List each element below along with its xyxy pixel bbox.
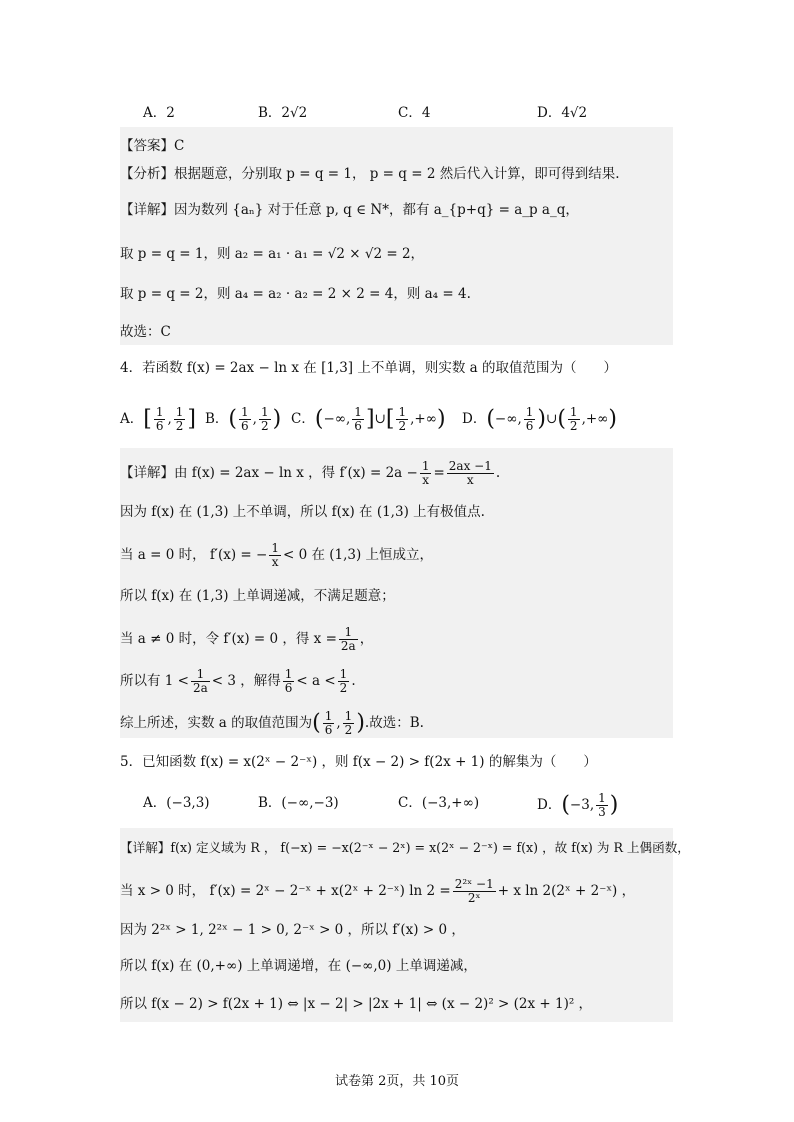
q5-option-b: B．(−∞,−3) xyxy=(258,795,339,811)
q4-detail-6: 所以有 1 < $\frac{1}{2a}$ < 3 ，解得 $\frac{1}{6}$ < a < $\frac{1}{2}$ . xyxy=(120,667,356,695)
q5-option-c: C．(−3,+∞) xyxy=(398,795,480,811)
q5-detail-2: 当 x > 0 时， f′(x) = 2ˣ − 2⁻ˣ + x(2ˣ + 2⁻ˣ) ln 2 = $\frac{\text{2²ˣ −1}}{\text{2ˣ}}$ + x ln 2(2ˣ + 2⁻ˣ) ， xyxy=(120,877,636,905)
q4-option-b-label: B． xyxy=(205,411,229,427)
q5-detail-2-b: + x ln 2(2ˣ + 2⁻ˣ) ， xyxy=(497,883,636,899)
q4-question: 4．若函数 f(x) = 2ax − ln x 在 [1,3] 上不单调，则实数 a 的取值范围为（ ） xyxy=(120,360,617,376)
q4-detail-7-b: .故选：B. xyxy=(364,715,424,731)
q4-detail-5: 当 a ≠ 0 时，令 f′(x) = 0 ，得 x = $\frac{1}{2a}$ ， xyxy=(120,625,374,653)
q4-detail-6-b: < 3 ，解得 xyxy=(211,673,281,689)
q5-detail-3: 因为 2²ˣ > 1, 2²ˣ − 1 > 0, 2⁻ˣ > 0 ，所以 f′(x) > 0 ， xyxy=(120,922,465,938)
q4-detail-3-tail: < 0 在 (1,3) 上恒成立， xyxy=(282,547,434,563)
q3-detail-3: 取 p = q = 2，则 a₄ = a₂ · a₂ = 2 × 2 = 4，则 a₄ = 4. xyxy=(120,286,471,302)
q5-option-d-label: D． xyxy=(537,797,562,813)
q5-option-a: A．(−3,3) xyxy=(143,795,210,811)
q4-detail-7: 综上所述，实数 a 的取值范围为( $\frac{1}{6}$ , $\frac{1}{2}$ ).故选：B. xyxy=(120,709,424,737)
q5-detail-1: 【详解】f(x) 定义域为 R ， f(−x) = −x(2⁻ˣ − 2ˣ) = x(2ˣ − 2⁻ˣ) = f(x) ，故 f(x) 为 R 上偶函数， xyxy=(120,840,690,855)
q3-analysis: 【分析】根据题意，分别取 p = q = 1， p = q = 2 然后代入计算，即可得到结果. xyxy=(120,166,620,182)
q3-detail-4: 故选：C xyxy=(120,324,171,340)
q4-option-c: C．(−∞, $\frac{1}{6}$ ]∪[ $\frac{1}{2}$ ,+∞) xyxy=(291,405,446,433)
q4-detail-3-text: 当 a = 0 时， f′(x) = − xyxy=(120,547,268,563)
q4-option-a: A．[ $\frac{1}{6}$ , $\frac{1}{2}$ ] xyxy=(120,405,197,433)
q5-detail-5: 所以 f(x − 2) > f(2x + 1) ⇔ |x − 2| > |2x + 1| ⇔ (x − 2)² > (2x + 1)² ， xyxy=(120,996,593,1012)
q3-solution-box xyxy=(120,127,673,345)
q4-detail-1: 【详解】由 f(x) = 2ax − ln x ，得 f′(x) = 2a − $\frac{1}{x}$ = $\frac{2ax -1}{x}$ . xyxy=(120,459,501,487)
q4-detail-2: 因为 f(x) 在 (1,3) 上不单调，所以 f(x) 在 (1,3) 上有极值点. xyxy=(120,504,485,520)
page-footer: 试卷第 2页，共 10页 xyxy=(334,1074,460,1089)
q4-detail-4: 所以 f(x) 在 (1,3) 上单调递减，不满足题意； xyxy=(120,588,395,604)
q3-detail-2: 取 p = q = 1，则 a₂ = a₁ · a₁ = √2 × √2 = 2， xyxy=(120,246,425,262)
q3-option-c: C．4 xyxy=(398,105,431,121)
q4-option-a-label: A． xyxy=(120,411,144,427)
q3-option-a: A．2 xyxy=(143,105,175,121)
q4-option-c-label: C． xyxy=(291,411,315,427)
q5-question: 5．已知函数 f(x) = x(2ˣ − 2⁻ˣ) ，则 f(x − 2) > f(2x + 1) 的解集为（ ） xyxy=(120,754,597,770)
q4-option-d-label: D． xyxy=(462,411,487,427)
q4-option-d: D．(−∞, $\frac{1}{6}$ )∪( $\frac{1}{2}$ ,+∞) xyxy=(462,405,618,433)
q4-detail-6-c: < a < xyxy=(296,673,336,689)
q4-detail-3: 当 a = 0 时， f′(x) = − $\frac{1}{x}$ < 0 在 (1,3) 上恒成立， xyxy=(120,541,434,569)
q5-detail-4: 所以 f(x) 在 (0,+∞) 上单调递增，在 (−∞,0) 上单调递减， xyxy=(120,958,477,974)
q4-detail-5-text: 当 a ≠ 0 时，令 f′(x) = 0 ，得 x = xyxy=(120,631,337,647)
q4-option-b: B．( $\frac{1}{6}$ , $\frac{1}{2}$ ) xyxy=(205,405,282,433)
q4-detail-6-a: 所以有 1 < xyxy=(120,673,189,689)
q3-option-b: B．2√2 xyxy=(258,105,308,121)
q5-detail-2-a: 当 x > 0 时， f′(x) = 2ˣ − 2⁻ˣ + x(2ˣ + 2⁻ˣ) ln 2 = xyxy=(120,883,451,899)
q3-option-d: D．4√2 xyxy=(537,105,588,121)
q4-detail-7-a: 综上所述，实数 a 的取值范围为 xyxy=(120,715,313,731)
q5-option-d: D．(−3, $\frac{1}{3}$ ) xyxy=(537,791,619,819)
q3-answer: 【答案】C xyxy=(120,138,185,154)
q3-detail-1: 【详解】因为数列 {aₙ} 对于任意 p, q ∈ N*，都有 a_{p+q} = a_p a_q， xyxy=(120,202,579,218)
q4-detail-1-text: 【详解】由 f(x) = 2ax − ln x ，得 f′(x) = 2a − xyxy=(120,465,418,481)
